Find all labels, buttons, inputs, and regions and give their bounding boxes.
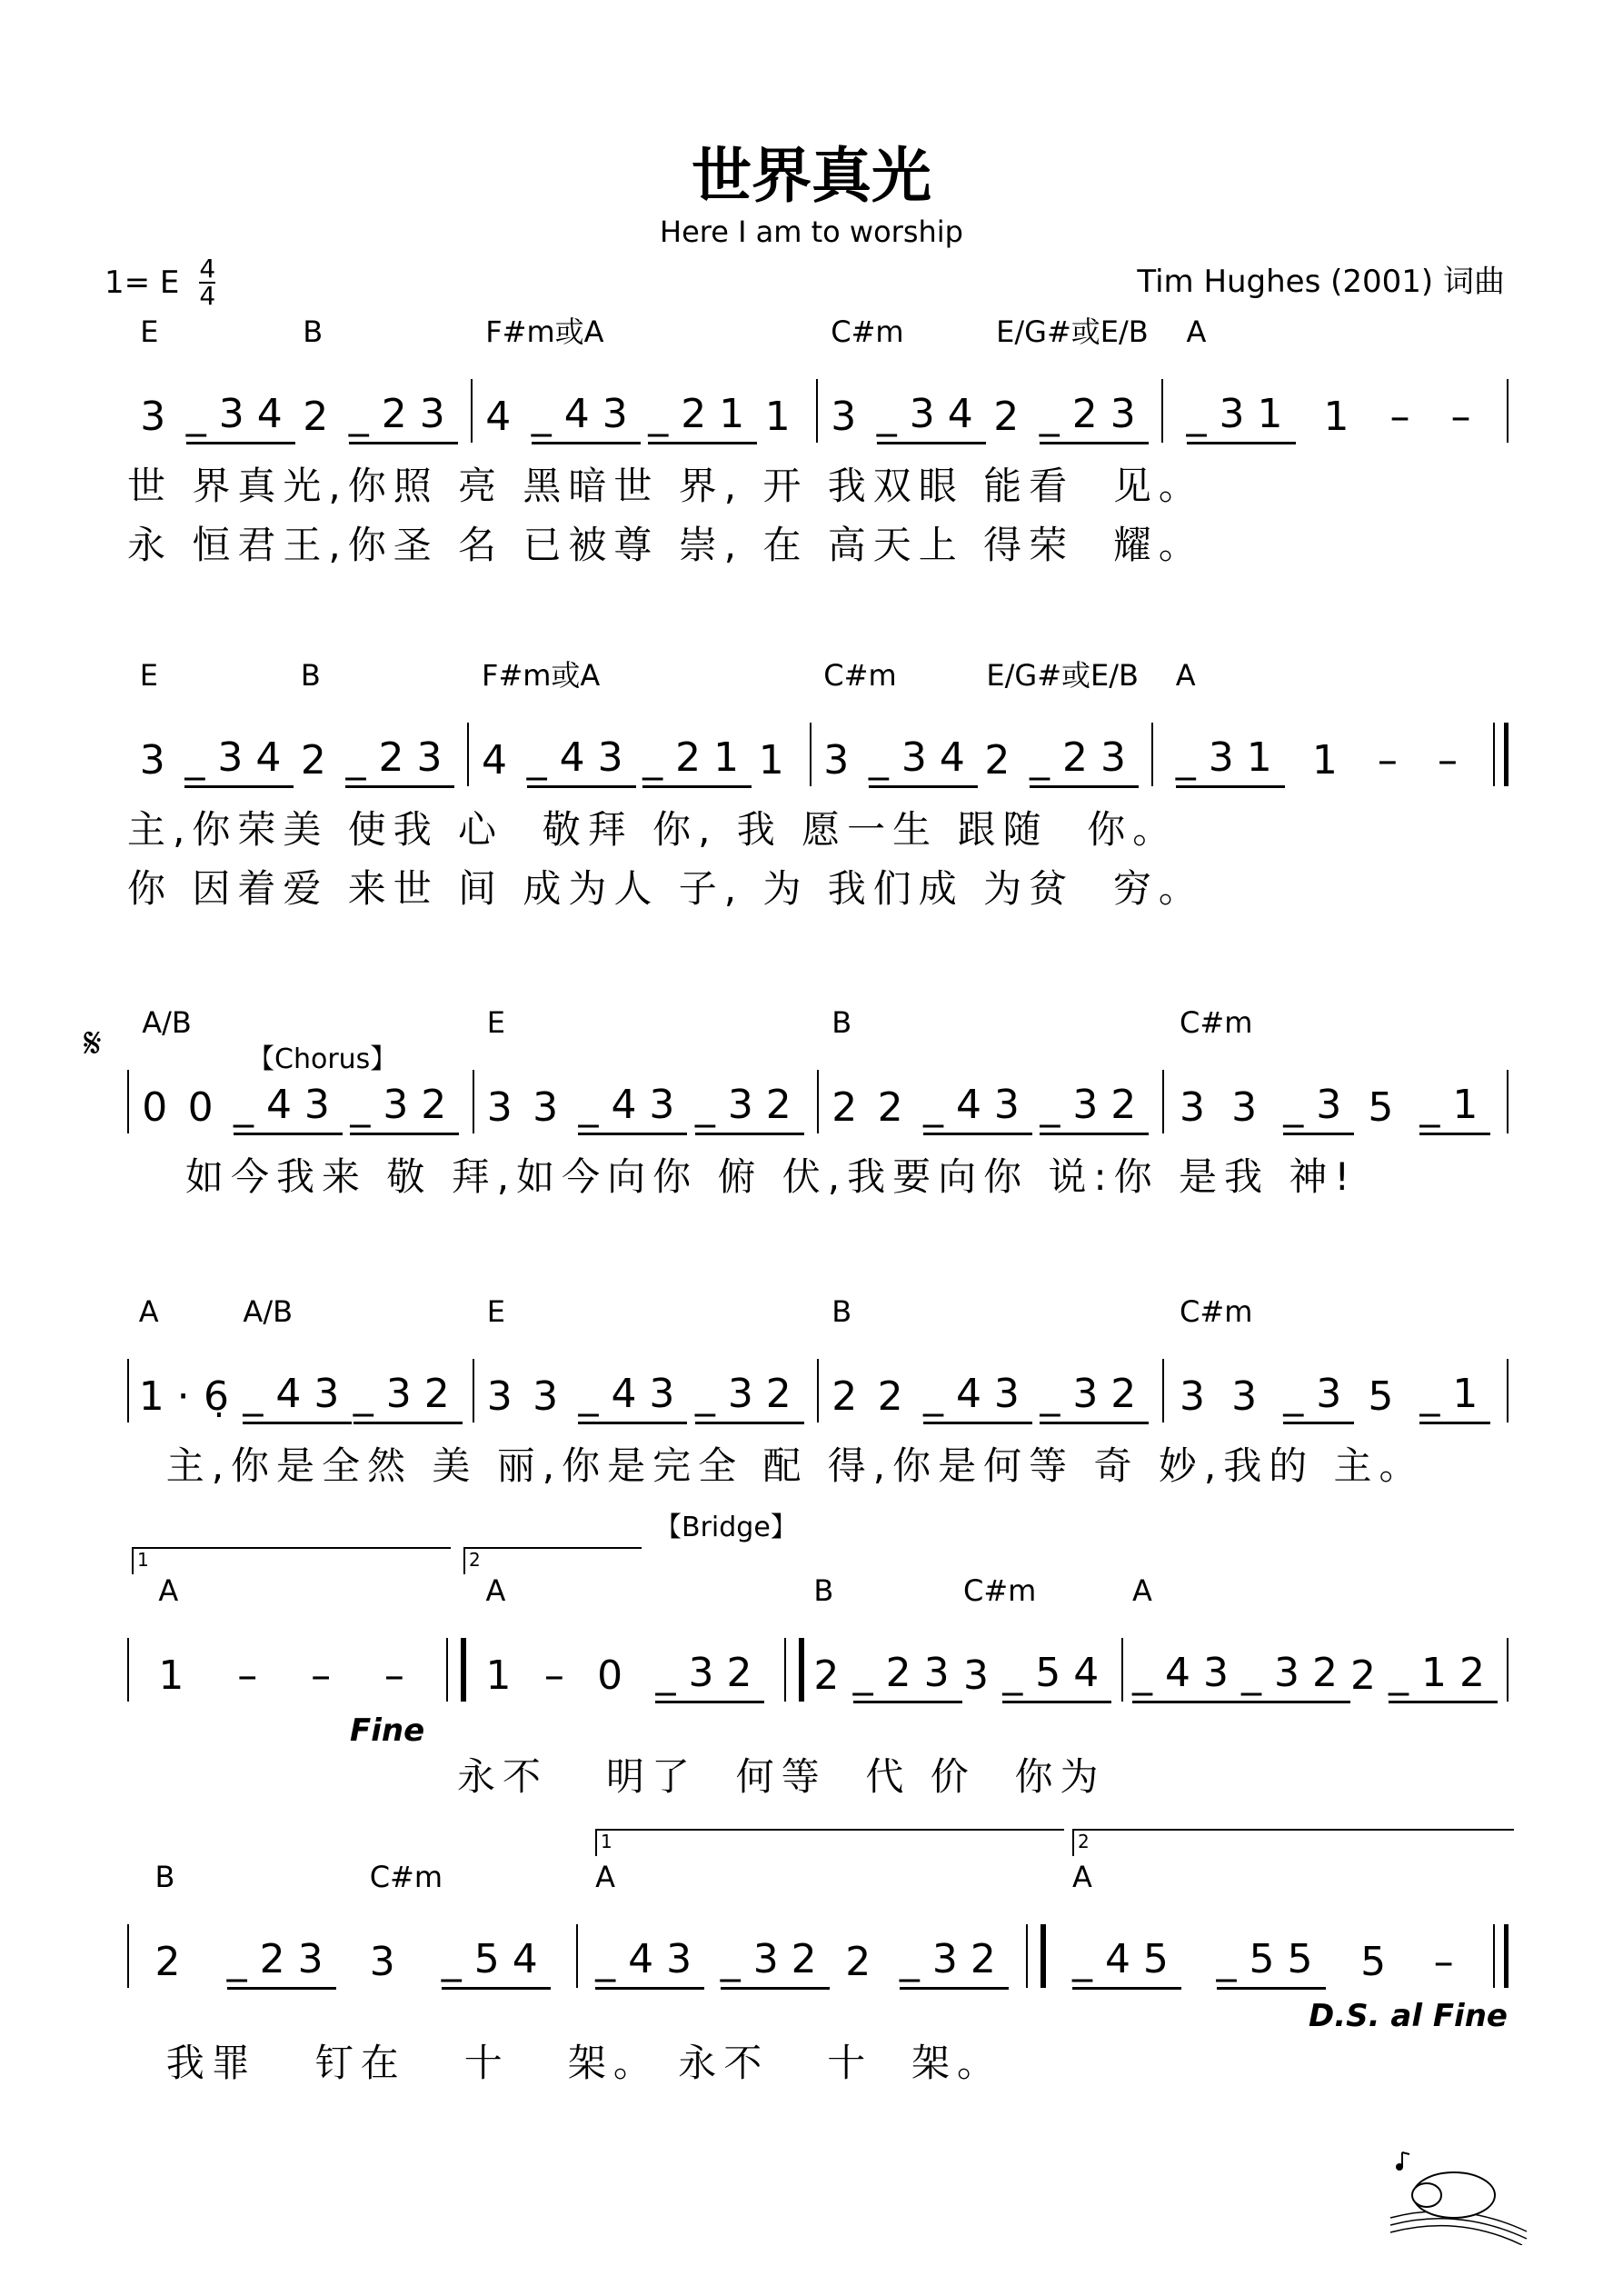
lyric-line: 永不 明了 何等 代 价 你为 (127, 1754, 1106, 1799)
note-group (227, 1932, 336, 1995)
note: _21 (648, 387, 757, 444)
note-group (303, 314, 342, 450)
composer: Tim Hughes (2001) 词曲 (1137, 264, 1505, 300)
note-group (1324, 390, 1362, 450)
note: – (1433, 1939, 1467, 1985)
note-group (1175, 658, 1285, 794)
note: 2 (813, 1652, 852, 1699)
repeat-barline (1026, 1924, 1046, 1988)
note-group (442, 1932, 551, 1995)
measure (578, 1859, 1025, 1995)
note: 3 (1231, 1084, 1270, 1131)
chord-label: F#m或A (485, 314, 604, 349)
note-group (1217, 1932, 1326, 1995)
note-group (1434, 1935, 1467, 1995)
note: 1 (758, 737, 797, 784)
note: 2 (154, 1939, 194, 1985)
note: _43 (923, 1078, 1032, 1135)
volta-1-b-number: 1 (601, 1831, 612, 1852)
note: – (1437, 737, 1470, 784)
note-group (993, 390, 1031, 450)
note-group (1389, 1646, 1498, 1709)
note-group (578, 1078, 687, 1141)
note-group (878, 1081, 916, 1141)
chord-label: C#m (369, 1860, 443, 1894)
note-group (527, 731, 636, 794)
note: 3 (486, 1084, 525, 1131)
measure (1164, 1293, 1508, 1430)
note-group (1002, 1646, 1111, 1709)
lyric-line: 如今我来 敬 拜,如今向你 俯 伏,我要向你 说:你 是我 神! (127, 1154, 1358, 1199)
note-group (1231, 1081, 1270, 1141)
note: _32 (900, 1932, 1009, 1990)
note-group (139, 658, 178, 794)
note-group (923, 1078, 1032, 1141)
note-group (1312, 734, 1350, 794)
note-group (384, 1649, 417, 1709)
note-group (184, 731, 294, 794)
note: _54 (442, 1932, 551, 1990)
note-group (142, 1005, 192, 1141)
note: _23 (1040, 387, 1149, 444)
staff (127, 314, 1508, 450)
chord-label: A (1175, 658, 1196, 693)
chord-label: C#m (823, 658, 897, 693)
note: 3 (823, 737, 862, 784)
note: _55 (1217, 1932, 1326, 1990)
note-group (721, 1932, 830, 1995)
note: 1· (138, 1373, 203, 1420)
note-group (237, 1649, 270, 1709)
note: 1 (764, 394, 803, 440)
note: 1 (485, 1652, 524, 1699)
chord-label: A (485, 1573, 506, 1608)
key-signature (105, 256, 215, 309)
chorus-label: 【Chorus】 (247, 1043, 398, 1075)
note: 2 (984, 737, 1023, 784)
chord-label: A/B (142, 1005, 192, 1040)
note: 2 (831, 1373, 871, 1420)
note: 5 (1360, 1939, 1399, 1985)
note-group (1368, 1370, 1406, 1430)
note: _43 (578, 1367, 687, 1424)
note: _43 (527, 731, 636, 788)
time-signature (199, 256, 215, 309)
lyric-line: 我罪 钉在 十 架。 永不 十 架。 (127, 2041, 1002, 2085)
chord-label: B (831, 1294, 852, 1329)
chord-label: A (1071, 1860, 1092, 1894)
chord-label: B (303, 314, 324, 349)
chord-label: E (140, 314, 159, 349)
chord-label: A (158, 1573, 179, 1608)
note: _23 (345, 731, 454, 788)
measure (818, 314, 1161, 450)
note-group (1390, 390, 1423, 450)
note: _32 (721, 1932, 830, 1990)
note-group (695, 1078, 804, 1141)
measure (1153, 657, 1493, 794)
note: _12 (1389, 1646, 1498, 1703)
note: _32 (1241, 1646, 1350, 1703)
note: _34 (186, 387, 295, 444)
song-subtitle: Here I am to worship (660, 215, 963, 249)
chord-label: C#m (1180, 1294, 1253, 1329)
note: _32 (655, 1646, 764, 1703)
measure (1164, 1004, 1508, 1141)
note: _54 (1002, 1646, 1111, 1703)
note: 3 (1180, 1084, 1219, 1131)
note-group (353, 1367, 463, 1430)
note: _1 (1419, 1367, 1490, 1424)
measure (804, 1572, 1121, 1709)
note: _43 (1132, 1646, 1241, 1703)
note-group (369, 1860, 443, 1995)
note: _34 (869, 731, 978, 788)
note-group (1283, 1367, 1354, 1430)
chord-label: B (154, 1860, 175, 1894)
chord-label: E (486, 1294, 505, 1329)
note-group (1186, 314, 1296, 450)
note: _43 (595, 1932, 704, 1990)
measure (474, 1293, 818, 1430)
chord-label: B (300, 658, 321, 693)
note: 2 (303, 394, 342, 440)
note-group (140, 314, 179, 450)
ds-al-fine-marking: D.S. al Fine (1309, 1998, 1508, 2034)
note-group (234, 1078, 343, 1141)
note-group (186, 387, 295, 450)
note: 2 (1349, 1652, 1389, 1699)
measure (469, 657, 809, 794)
note: 1 (158, 1652, 197, 1699)
sheep-logo-icon (1386, 2145, 1531, 2245)
score-row (127, 657, 1508, 911)
repeat-barline (446, 1638, 466, 1702)
note: _3 (1283, 1078, 1354, 1135)
note-group (831, 1294, 871, 1430)
chord-label: B (831, 1005, 852, 1040)
note-group (869, 731, 978, 794)
note: 0 (187, 1084, 226, 1131)
note: _23 (853, 1646, 962, 1703)
chord-label: A (1186, 314, 1207, 349)
note-group (1378, 734, 1410, 794)
score-row (127, 1572, 1508, 1799)
fine-marking: Fine (350, 1712, 425, 1749)
note-group (813, 1573, 852, 1709)
note-group (831, 1005, 871, 1141)
note-group (154, 1860, 194, 1995)
note: _31 (1176, 731, 1285, 788)
note: _32 (350, 1078, 459, 1135)
note-group (996, 314, 1149, 450)
note-group (984, 734, 1022, 794)
note-group (648, 387, 757, 450)
volta-2-b-number: 2 (1078, 1831, 1090, 1852)
note-group (1419, 1078, 1490, 1141)
note-group (544, 1649, 577, 1709)
note: 6̣ (204, 1373, 243, 1420)
staff (127, 1293, 1508, 1430)
volta-1 (132, 1547, 451, 1574)
note-group (532, 387, 641, 450)
note: 2 (993, 394, 1032, 440)
chord-label: F#m或A (482, 658, 601, 693)
measure (1123, 1572, 1507, 1709)
volta-1-number: 1 (137, 1549, 149, 1571)
chord-label: E/G#或E/B (996, 314, 1149, 349)
measure (127, 657, 467, 794)
note: _23 (1030, 731, 1139, 788)
staff (127, 1572, 1508, 1709)
note-group (759, 734, 797, 794)
note-group (900, 1932, 1009, 1995)
note: 3 (140, 394, 179, 440)
note-group (311, 1649, 344, 1709)
note: _23 (227, 1932, 336, 1990)
measure (474, 1004, 818, 1141)
note: _31 (1187, 387, 1296, 444)
measure (466, 1572, 783, 1709)
note-group (1368, 1081, 1406, 1141)
note-group (1180, 1294, 1253, 1430)
note: _34 (877, 387, 986, 444)
lyric-line: 你 因着爱 来世 间 成为人 子, 为 我们成 为贫 穷。 (127, 866, 1204, 911)
score-row (127, 1293, 1508, 1512)
note-group (597, 1649, 635, 1709)
note-group (695, 1367, 804, 1430)
note: _1 (1419, 1078, 1490, 1135)
note-group (831, 314, 904, 450)
volta-2-b (1072, 1829, 1514, 1856)
measure (819, 1004, 1162, 1141)
note-group (642, 731, 752, 794)
time-signature-bottom: 4 (199, 281, 216, 311)
double-barline (1493, 723, 1508, 786)
chord-label: B (813, 1573, 834, 1608)
note: _45 (1072, 1932, 1181, 1990)
note-group (533, 1370, 571, 1430)
chord-label: E (139, 658, 158, 693)
lyric-line: 世 界真光,你照 亮 黑暗世 界, 开 我双眼 能看 见。 (127, 464, 1204, 508)
note-group (923, 1367, 1032, 1430)
note-group (1231, 1370, 1270, 1430)
note-group (188, 1081, 226, 1141)
note: 3 (962, 1652, 1001, 1699)
note: 3 (533, 1373, 572, 1420)
note-group (1040, 1367, 1149, 1430)
volta-2 (463, 1547, 642, 1574)
note: 3 (369, 1939, 408, 1985)
note-group (845, 1935, 883, 1995)
note: – (1377, 737, 1410, 784)
lyric-line: 主,你是全然 美 丽,你是完全 配 得,你是何等 奇 妙,我的 主。 (127, 1443, 1425, 1488)
note: _32 (1040, 1078, 1149, 1135)
note: _32 (695, 1078, 804, 1135)
note: _43 (234, 1078, 343, 1135)
song-title: 世界真光 (692, 141, 931, 211)
note-group (655, 1646, 764, 1709)
note-group (345, 731, 454, 794)
key-label: 1= E (105, 265, 180, 301)
score-row (127, 1859, 1508, 2085)
note-group (349, 387, 458, 450)
note: 2 (845, 1939, 884, 1985)
measure (129, 1293, 473, 1430)
lyric-line: 主,你荣美 使我 心 敬拜 你, 我 愿一生 跟随 你。 (127, 807, 1179, 852)
note: 3 (831, 394, 870, 440)
note-group (1350, 1649, 1389, 1709)
segno-icon: 𝄋 (84, 1018, 102, 1067)
lyric-line: 永 恒君王,你圣 名 已被尊 崇, 在 高天上 得荣 耀。 (127, 523, 1204, 567)
note: _43 (243, 1367, 352, 1424)
note: 3 (486, 1373, 525, 1420)
note: 2 (300, 737, 339, 784)
chord-label: E (486, 1005, 505, 1040)
chord-label: C#m (831, 314, 904, 349)
measure (819, 1293, 1162, 1430)
volta-1-b (595, 1829, 1064, 1856)
chord-label: A (1131, 1573, 1152, 1608)
measure (127, 314, 471, 450)
note: _43 (923, 1367, 1032, 1424)
measure (473, 314, 816, 450)
note: _32 (1040, 1367, 1149, 1424)
note: 2 (877, 1084, 916, 1131)
note: 3 (139, 737, 178, 784)
note-group (138, 1294, 203, 1430)
note: 2 (831, 1084, 871, 1131)
note-group (243, 1294, 353, 1430)
note: 3 (1180, 1373, 1219, 1420)
chord-label: C#m (962, 1573, 1037, 1608)
volta-2-number: 2 (469, 1549, 481, 1571)
score-row (127, 314, 1508, 567)
note: – (1389, 394, 1423, 440)
note-group (1360, 1935, 1399, 1995)
measure (129, 1859, 576, 1995)
note: – (237, 1652, 271, 1699)
note-group (486, 1005, 525, 1141)
note: – (1450, 394, 1484, 440)
note: – (543, 1652, 577, 1699)
double-barline (1493, 1924, 1508, 1988)
note-group (1180, 1005, 1253, 1141)
note-group (765, 390, 803, 450)
note-group (877, 387, 986, 450)
note-group (1451, 390, 1484, 450)
note-group (486, 1294, 525, 1430)
note: _43 (532, 387, 641, 444)
note: _43 (578, 1078, 687, 1135)
note: _34 (184, 731, 294, 788)
barline (1507, 1070, 1508, 1133)
note-group (300, 658, 339, 794)
chord-label: A (138, 1294, 159, 1329)
note: _21 (642, 731, 752, 788)
measure (1163, 314, 1507, 450)
note-group (1131, 1573, 1241, 1709)
note-group (158, 1573, 197, 1709)
note: 0 (142, 1084, 181, 1131)
note-group (204, 1370, 242, 1430)
note: 3 (1231, 1373, 1270, 1420)
chord-label: A/B (243, 1294, 294, 1329)
measure (1046, 1859, 1493, 1995)
note-group (1438, 734, 1470, 794)
note-group (1419, 1367, 1490, 1430)
note: 0 (597, 1652, 636, 1699)
barline (1507, 379, 1508, 443)
note: _32 (353, 1367, 463, 1424)
note-group (595, 1860, 705, 1995)
note: 4 (485, 394, 524, 440)
note-group (485, 1573, 524, 1709)
note-group (350, 1078, 459, 1141)
note: 5 (1368, 1084, 1407, 1131)
note: – (311, 1652, 344, 1699)
note-group (878, 1370, 916, 1430)
chord-label: E/G#或E/B (986, 658, 1139, 693)
note-group (1071, 1860, 1181, 1995)
note: 5 (1368, 1373, 1407, 1420)
note: _23 (349, 387, 458, 444)
staff (127, 1859, 1508, 1995)
note: 4 (482, 737, 521, 784)
note-group (1241, 1646, 1350, 1709)
chord-label: C#m (1180, 1005, 1253, 1040)
measure (129, 1572, 446, 1709)
note: 3 (533, 1084, 572, 1131)
note-group (533, 1081, 571, 1141)
chord-label: A (595, 1860, 615, 1894)
measure (812, 657, 1151, 794)
time-signature-top: 4 (199, 254, 216, 284)
repeat-barline (784, 1638, 804, 1702)
bridge-label: 【Bridge】 (654, 1512, 798, 1543)
note: 1 (1323, 394, 1362, 440)
note: 2 (877, 1373, 916, 1420)
barline (1507, 1359, 1508, 1423)
staff (127, 657, 1508, 794)
note: _3 (1283, 1367, 1354, 1424)
note-group (823, 658, 897, 794)
note: 1 (1311, 737, 1350, 784)
note-group (578, 1367, 687, 1430)
barline (1507, 1638, 1508, 1702)
note-group (1283, 1078, 1354, 1141)
note: _32 (695, 1367, 804, 1424)
note-group (986, 658, 1139, 794)
note-group (853, 1646, 962, 1709)
note-group (1040, 1078, 1149, 1141)
note: – (383, 1652, 417, 1699)
note-group (962, 1573, 1037, 1709)
